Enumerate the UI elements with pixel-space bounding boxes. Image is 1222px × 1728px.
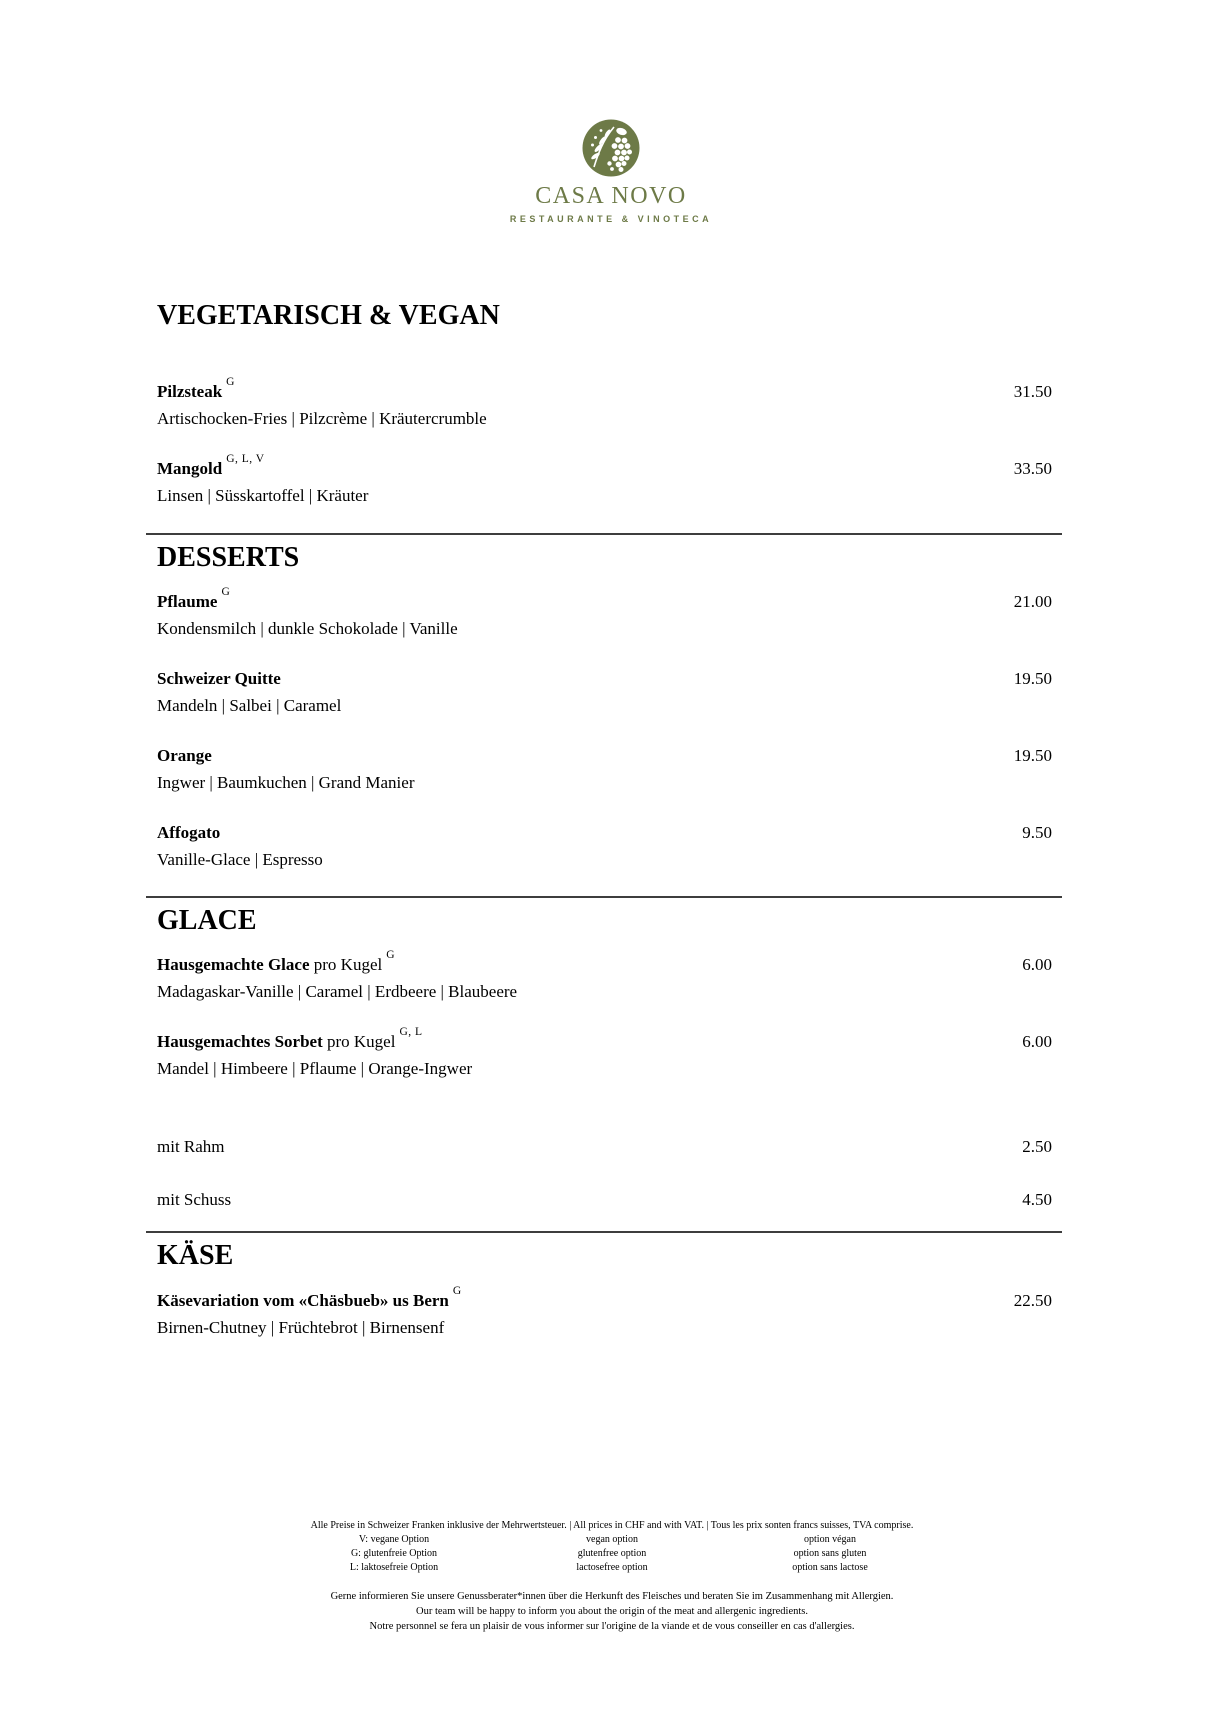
menu-item — [146, 665, 1062, 719]
allergy-note-fr: Notre personnel se fera un plaisir de vous informer sur l'origine de la viande et de vous conseiller en cas d'allergies. — [369, 1621, 855, 1632]
legend-entry: vegan option — [586, 1534, 638, 1545]
item-marks: G — [452, 1285, 462, 1298]
item-description: Birnen-Chutney | Früchtebrot | Birnensenf — [157, 1318, 445, 1337]
footer — [157, 1519, 1067, 1634]
item-name: Orange — [157, 746, 212, 765]
section-divider — [146, 896, 1062, 898]
item-price: 2.50 — [1022, 1137, 1052, 1156]
item-marks: G, L, V — [226, 453, 265, 466]
item-description: Linsen | Süsskartoffel | Kräuter — [157, 486, 369, 505]
legend-entry: lactosefree option — [576, 1562, 648, 1573]
legend-column-fr — [721, 1533, 939, 1575]
item-price: 21.00 — [1013, 592, 1052, 611]
item-price: 6.00 — [1022, 1032, 1052, 1051]
legend-entry: option végan — [804, 1534, 856, 1545]
item-price: 31.50 — [1013, 382, 1052, 401]
section-divider — [146, 533, 1062, 535]
section-divider — [146, 1231, 1062, 1233]
item-description: Mandeln | Salbei | Caramel — [157, 696, 342, 715]
item-name: Käsevariation vom «Chäsbueb» us Bern — [157, 1291, 449, 1310]
menu-item — [146, 1028, 1062, 1082]
section-glace — [146, 905, 1062, 1213]
price-note: Alle Preise in Schweizer Franken inklusive der Mehrwertsteuer. | All prices in CHF and with VAT. | Tous les prix sonten francs suisses, TVA comprise. — [310, 1520, 914, 1531]
item-name: Pflaume — [157, 592, 218, 611]
item-price: 19.50 — [1013, 746, 1052, 765]
item-price: 19.50 — [1013, 669, 1052, 688]
grape-vine-circle-icon — [0, 118, 1222, 180]
section-desserts — [146, 542, 1062, 873]
allergy-note-en: Our team will be happy to inform you about the origin of the meat and allergenic ingredients. — [416, 1606, 808, 1617]
item-description: Madagaskar-Vanille | Caramel | Erdbeere | Blaubeere — [157, 982, 518, 1001]
item-name: mit Rahm — [157, 1137, 225, 1156]
menu — [146, 300, 1062, 1364]
item-name: Schweizer Quitte — [157, 669, 281, 688]
item-description: Kondensmilch | dunkle Schokolade | Vanille — [157, 619, 458, 638]
item-price: 9.50 — [1022, 823, 1052, 842]
menu-item — [146, 1133, 1062, 1160]
item-description: Artischocken-Fries | Pilzcrème | Kräutercrumble — [157, 409, 487, 428]
item-price: 33.50 — [1013, 459, 1052, 478]
legend-column-en — [503, 1533, 721, 1575]
item-name: Hausgemachte Glace — [157, 955, 310, 974]
item-marks: G — [221, 586, 231, 599]
item-marks: G — [226, 376, 235, 389]
section-title: GLACE — [157, 905, 257, 936]
menu-item — [146, 742, 1062, 796]
item-name: Affogato — [157, 823, 221, 842]
menu-item — [146, 588, 1062, 642]
brand-name: CASA NOVO — [535, 183, 687, 209]
allergy-note — [157, 1589, 1067, 1634]
legend-entry: option sans gluten — [793, 1548, 867, 1559]
allergen-legend — [157, 1533, 1067, 1575]
item-description: Vanille-Glace | Espresso — [157, 850, 323, 869]
section-kaese — [146, 1240, 1062, 1341]
brand-header — [0, 118, 1222, 224]
item-description: Ingwer | Baumkuchen | Grand Manier — [157, 773, 415, 792]
legend-entry: glutenfree option — [577, 1548, 647, 1559]
section-vegetarisch-vegan — [146, 300, 1062, 509]
menu-item — [146, 1186, 1062, 1213]
item-name: Pilzsteak — [157, 382, 223, 401]
item-suffix: pro Kugel — [309, 955, 383, 974]
brand-tagline: RESTAURANTE & VINOTECA — [509, 214, 713, 224]
legend-entry: L: laktosefreie Option — [349, 1562, 439, 1573]
menu-item — [146, 1287, 1062, 1341]
item-name: mit Schuss — [157, 1190, 232, 1209]
item-price: 4.50 — [1022, 1190, 1052, 1209]
allergy-note-de: Gerne informieren Sie unsere Genussberater*innen über die Herkunft des Fleisches und beraten Sie im Zusammenhang mit Allergien. — [330, 1591, 894, 1602]
item-price: 22.50 — [1013, 1291, 1052, 1310]
item-name: Mangold — [157, 459, 223, 478]
item-price: 6.00 — [1022, 955, 1052, 974]
menu-item — [146, 819, 1062, 873]
menu-item — [146, 951, 1062, 1005]
legend-column-de — [285, 1533, 503, 1575]
item-description: Mandel | Himbeere | Pflaume | Orange-Ingwer — [157, 1059, 473, 1078]
item-suffix: pro Kugel — [322, 1032, 396, 1051]
section-title: VEGETARISCH & VEGAN — [157, 300, 500, 331]
menu-item — [146, 455, 1062, 509]
item-name: Hausgemachtes Sorbet — [157, 1032, 323, 1051]
section-title: KÄSE — [157, 1240, 234, 1271]
section-title: DESSERTS — [157, 542, 300, 573]
menu-item — [146, 378, 1062, 432]
legend-entry: G: glutenfreie Option — [350, 1548, 438, 1559]
legend-entry: option sans lactose — [792, 1562, 868, 1573]
item-marks: G, L — [399, 1026, 423, 1039]
item-marks: G — [386, 949, 396, 962]
legend-entry: V: vegane Option — [358, 1534, 430, 1545]
